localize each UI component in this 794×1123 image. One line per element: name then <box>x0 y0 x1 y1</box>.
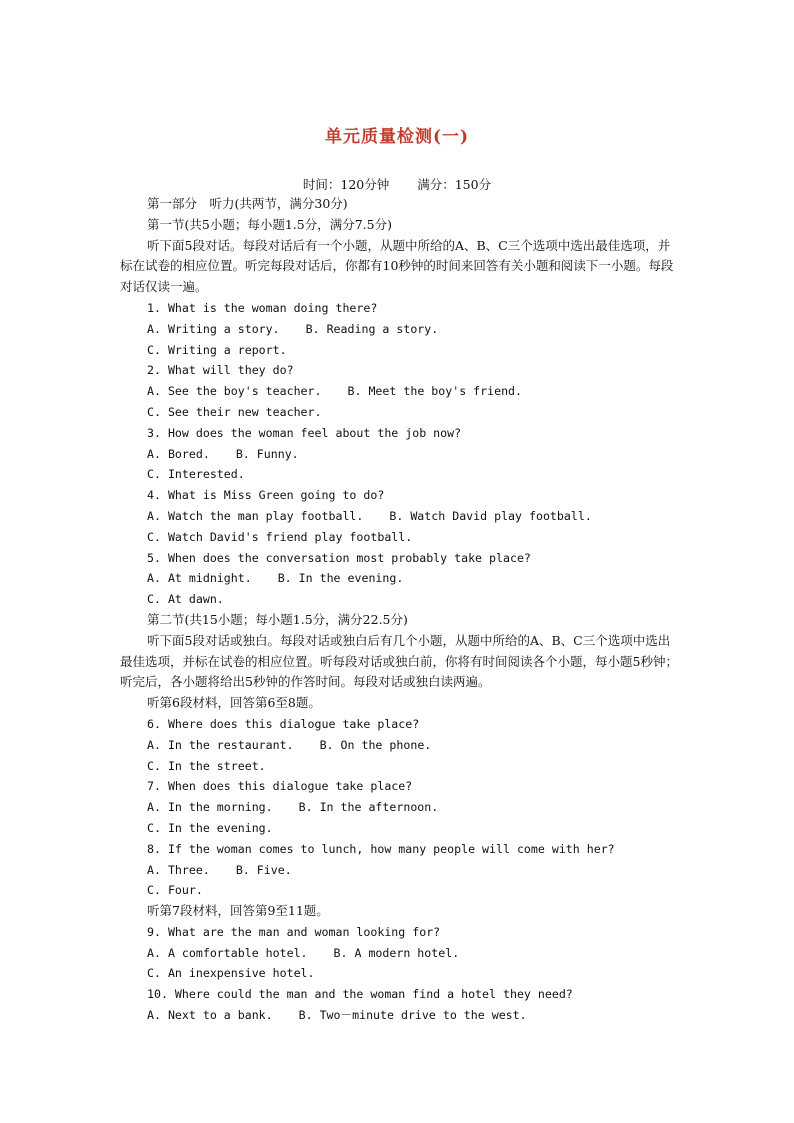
options-ab <box>120 319 680 340</box>
option-a: A. In the morning. <box>147 800 273 815</box>
full-score: 满分：150分 <box>417 177 492 192</box>
question-list-1 <box>120 298 680 610</box>
option-a: A. See the boy's teacher. <box>147 384 322 399</box>
option-b: B. Reading a story. <box>305 321 439 336</box>
question: 5. When does the conversation most probably take place? <box>147 550 531 565</box>
option-b: B. Meet the boy's friend. <box>347 384 523 399</box>
section1-instructions: 听下面5段对话。每段对话后有一个小题，从题中所给的A、B、C三个选项中选出最佳选项，并标在试卷的相应位置。听完每段对话后，你都有10秒钟的时间来回答有关小题和阅读下一小题。每段对话仅读一遍。 <box>120 237 674 295</box>
question-list-2 <box>120 714 680 901</box>
option-c: C. Writing a report. <box>147 342 287 357</box>
question: 2. What will they do? <box>147 363 294 378</box>
time-limit: 时间：120分钟 <box>302 177 390 192</box>
question: 3. How does the woman feel about the job now? <box>147 425 462 440</box>
question: 1. What is the woman doing there? <box>147 300 378 315</box>
option-a: A. Next to a bank. <box>147 1008 273 1023</box>
option-b: B. In the afternoon. <box>298 800 439 815</box>
option-a: A. Three. <box>147 862 210 877</box>
options-ab <box>120 860 680 881</box>
question: 10. Where could the man and the woman find a hotel they need? <box>147 987 573 1002</box>
option-b: B. A modern hotel. <box>333 945 460 960</box>
question: 8. If the woman comes to lunch, how many people will come with her? <box>147 841 615 856</box>
option-a: A. In the restaurant. <box>147 737 294 752</box>
question: 6. Where does this dialogue take place? <box>147 716 420 731</box>
material-7-heading: 听第7段材料，回答第9至11题。 <box>147 903 329 919</box>
section2-heading: 第二节(共15小题；每小题1.5分，满分22.5分) <box>147 611 408 627</box>
option-c: C. Four. <box>147 883 203 898</box>
option-b: B. Two－minute drive to the west. <box>298 1008 527 1023</box>
exam-content <box>120 194 680 1026</box>
question-list-3 <box>120 922 680 1026</box>
options-ab <box>120 568 680 589</box>
question: 9. What are the man and woman looking for? <box>147 924 441 939</box>
option-b: B. Watch David play football. <box>389 508 592 523</box>
options-ab <box>120 735 680 756</box>
material-6-heading: 听第6段材料，回答第6至8题。 <box>147 695 321 711</box>
options-ab <box>120 381 680 402</box>
options-ab <box>120 797 680 818</box>
options-ab <box>120 506 680 527</box>
option-c: C. Watch David's friend play football. <box>147 529 413 544</box>
option-b: B. In the evening. <box>277 571 404 586</box>
option-b: B. Funny. <box>235 446 299 461</box>
option-c: C. See their new teacher. <box>147 404 322 419</box>
options-ab <box>120 444 680 465</box>
option-a: A. Bored. <box>147 446 210 461</box>
option-a: A. At midnight. <box>147 571 252 586</box>
option-c: C. In the street. <box>147 758 266 773</box>
option-a: A. Watch the man play football. <box>147 508 364 523</box>
section2-instructions: 听下面5段对话或独白。每段对话或独白后有几个小题，从题中所给的A、B、C三个选项中选出最佳选项，并标在试卷的相应位置。听每段对话或独白前，你将有时间阅读各个小题，每小题5秒钟；听完后，各小题将给出5秒钟的作答时间。每段对话或独白读两遍。 <box>120 632 678 690</box>
exam-meta <box>0 175 794 193</box>
option-b: B. Five. <box>235 862 292 877</box>
option-b: B. On the phone. <box>319 737 432 752</box>
option-a: A. A comfortable hotel. <box>147 945 308 960</box>
page-title: 单元质量检测(一) <box>324 127 470 147</box>
option-a: A. Writing a story. <box>147 321 280 336</box>
option-c: C. In the evening. <box>147 820 273 835</box>
option-c: C. At dawn. <box>147 592 224 607</box>
option-c: C. Interested. <box>147 467 245 482</box>
options-ab <box>120 1005 680 1026</box>
options-ab <box>120 943 680 964</box>
question: 4. What is Miss Green going to do? <box>147 488 385 503</box>
section1-heading: 第一节(共5小题；每小题1.5分，满分7.5分) <box>147 216 392 232</box>
question: 7. When does this dialogue take place? <box>147 779 413 794</box>
part-heading: 第一部分 听力(共两节，满分30分) <box>147 196 348 211</box>
option-c: C. An inexpensive hotel. <box>147 966 315 981</box>
